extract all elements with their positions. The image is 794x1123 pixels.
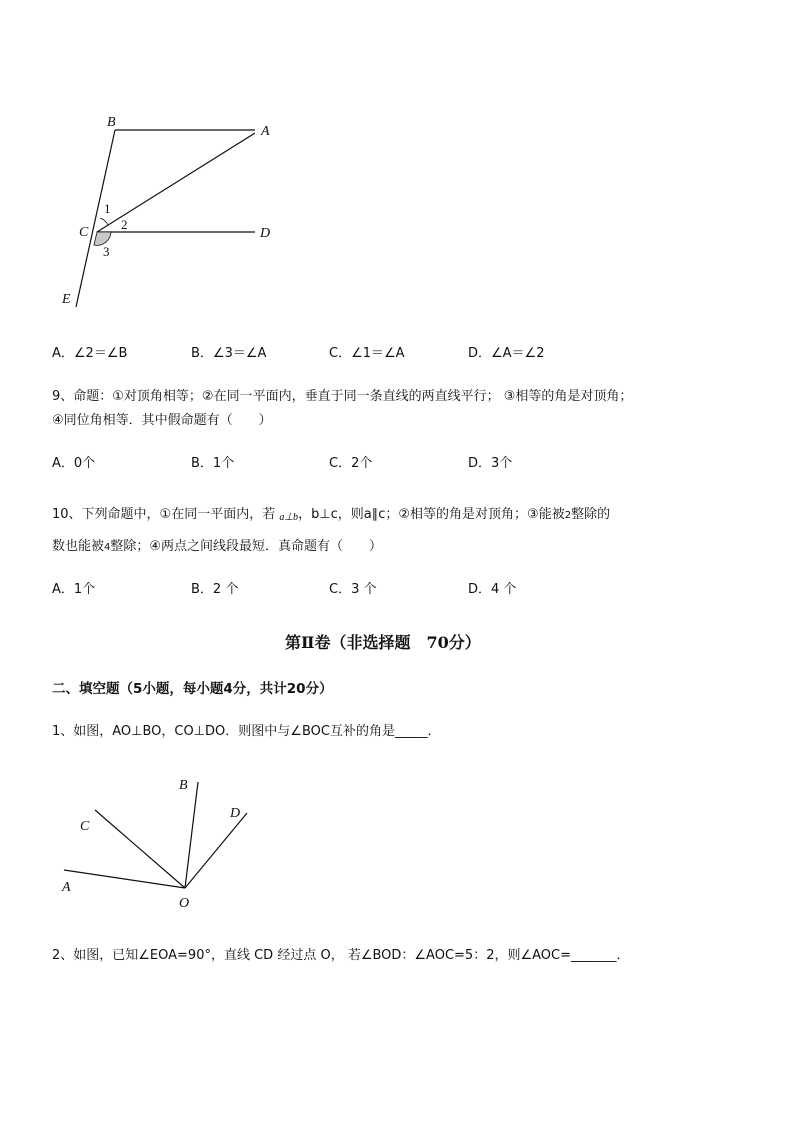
q10-small-fraction: a⊥b xyxy=(279,512,299,523)
q10-number-2: 2 xyxy=(564,510,572,521)
label-e: E xyxy=(62,292,71,307)
q9-option-a[interactable]: A．0个 xyxy=(52,456,96,471)
label-d: D xyxy=(260,226,271,241)
ray-o-d xyxy=(185,813,247,888)
label-angle-1: 1 xyxy=(104,201,111,216)
fill-q2-text: 2、如图，已知∠EOA=90°，直线 CD 经过点 O， 若∠BOD：∠AOC=5：2，则∠AOC=_______． xyxy=(52,948,630,963)
q10-text-line2 xyxy=(52,537,382,558)
q8-option-d[interactable]: D．∠A＝∠2 xyxy=(468,346,545,361)
q10-end: 整除的 xyxy=(571,507,611,522)
fill-blank-heading: 二、填空题（5小题，每小题4分，共计20分） xyxy=(52,681,333,697)
q8-option-b[interactable]: B．∠3＝∠A xyxy=(191,346,267,361)
figure-2-diagram xyxy=(55,770,265,915)
q9-option-d[interactable]: D．3个 xyxy=(468,456,513,471)
q10-option-c[interactable]: C．3 个 xyxy=(329,582,377,597)
label-angle-3: 3 xyxy=(103,244,110,259)
q10-mid: ，b⊥c，则a∥c；②相等的角是对顶角；③能被 xyxy=(298,507,565,522)
label-a: A xyxy=(62,880,71,895)
q10-number-4: 4 xyxy=(104,542,111,553)
section-2-title: 第Ⅱ卷（非选择题 70分） xyxy=(285,633,481,652)
label-b: B xyxy=(179,778,188,793)
q10-option-d[interactable]: D．4 个 xyxy=(468,582,517,597)
q10-option-a[interactable]: A．1个 xyxy=(52,582,96,597)
fill-q1-text: 1、如图，AO⊥BO，CO⊥DO．则图中与∠BOC互补的角是_____． xyxy=(52,724,441,739)
q9-option-c[interactable]: C．2个 xyxy=(329,456,373,471)
label-c: C xyxy=(79,225,89,240)
q10-option-b[interactable]: B．2 个 xyxy=(191,582,239,597)
q10-line2-prefix: 数也能被 xyxy=(52,539,105,554)
q10-line2-end: 整除；④两点之间线段最短．真命题有（ ） xyxy=(110,539,383,554)
label-b: B xyxy=(107,115,116,130)
ray-o-b xyxy=(185,782,198,888)
q10-text-line1 xyxy=(52,505,610,528)
q8-option-c[interactable]: C．∠1＝∠A xyxy=(329,346,405,361)
q9-text-line2: ④同位角相等．其中假命题有（ ） xyxy=(52,413,272,428)
label-o: O xyxy=(179,896,190,911)
label-d: D xyxy=(230,806,241,821)
line-b-e xyxy=(76,130,115,307)
q9-option-b[interactable]: B．1个 xyxy=(191,456,235,471)
figure-1-diagram xyxy=(50,105,290,315)
label-a: A xyxy=(261,124,270,139)
q9-text-line1: 9、命题：①对顶角相等；②在同一平面内，垂直于同一条直线的两直线平行； ③相等的角是对顶角； xyxy=(52,389,633,404)
angle-1-arc xyxy=(100,218,108,225)
q8-option-a[interactable]: A．∠2＝∠B xyxy=(52,346,128,361)
label-c: C xyxy=(80,819,90,834)
q10-prefix: 10、下列命题中，①在同一平面内，若 xyxy=(52,507,280,522)
label-angle-2: 2 xyxy=(121,217,128,232)
